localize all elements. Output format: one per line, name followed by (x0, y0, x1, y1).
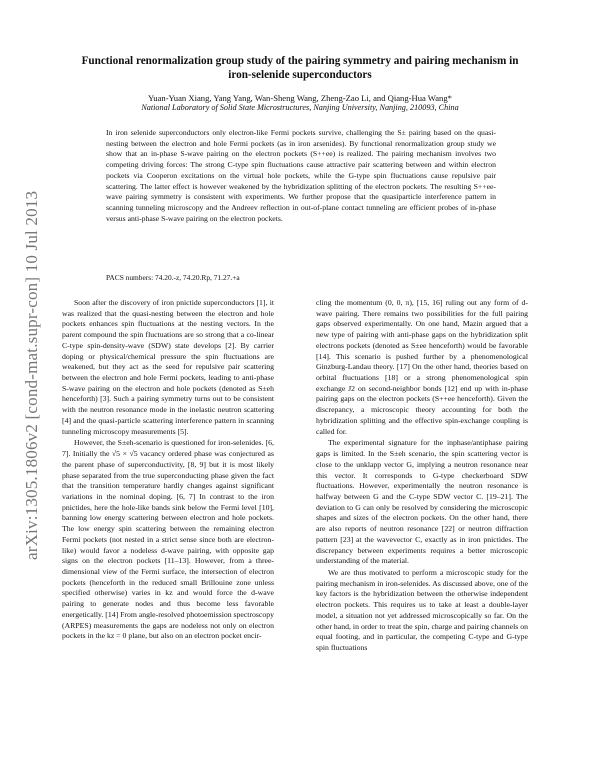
pacs-numbers: PACS numbers: 74.20.-z, 74.20.Rp, 71.27.+a (106, 273, 240, 282)
paragraph: Soon after the discovery of iron pnictide superconductors [1], it was realized that the quasi-nesting between the electron and hole pockets enhances spin fluctuations at the nesting vectors. In the parent compound the spin fluctuations are so strong that a co-linear C-type spin-density-wave (SDW) state develops [2]. By carrier doping or physical/chemical pressure the spin fluctuations are weakened, but they act as the seed for repulsive pair scattering between the electron and hole Fermi pockets, leading to anti-phase S-wave pairing on the electron and hole pockets (denoted as S±eh henceforth) [3]. Such a pairing symmetry turns out to be consistent with the neutron resonance mode in the inelastic neutron scattering [4] and the quasi-particle scattering interference pattern in scanning tunneling microscopy measurements [5]. (62, 298, 274, 436)
paragraph: The experimental signature for the inphase/antiphase pairing gaps is limited. In the S±eh scenario, the spin scattering vector is close to the unklapp vector G, implying a neutron resonance near this vector. It corresponds to G-type checkerboard SDW fluctuations. However, experimentally the neutron resonance is halfway between G and the C-type SDW vector C. [19–21]. The deviation to G can only be resolved by considering the microscopic shapes and sizes of the electron pockets. On the other hand, there are also reports of neutron resonance [22] or neutron diffraction pattern [23] at the wavevector C, exactly as in iron pnictides. The discrepancy between experiments requires a better microscopic understanding of the material. (316, 438, 528, 566)
arxiv-identifier: arXiv:1305.1806v2 [cond-mat.supr-con] 10 Jul 2013 (22, 190, 41, 560)
paper-title: Functional renormalization group study of the pairing symmetry and pairing mechanism in iron-selenide superconductors (81, 55, 519, 81)
paragraph: However, the S±eh-scenario is questioned for iron-selenides. [6, 7]. Initially the √5 × √5 vacancy ordered phase was conjectured as the parent phase of superconductivity, [8, 9] but it is most likely phase separated from the true superconducting phase given the fact that the transition temperature hardly changes against significant variations in the nominal doping. [6, 7] In contrast to the iron pnictides, here the hole-like bands sink below the Fermi level [10], banning low energy scattering between electron and hole pockets. The low energy spin scattering between the remaining electron Fermi pockets (not nested in a strict sense since both are electron-like) would favor a nodeless d-wave pairing, with opposite gap signs on the electron pockets [11–13]. However, from a three-dimensional view of the Fermi surface, the intersection of electron pockets (henceforth in the reduced small Brillouine zone unless specified otherwise) varies in kz and would force the d-wave pairing to generate nodes and thus become less favorable energetically. [14] From angle-resolved photoemission spectroscopy (ARPES) measurements the gaps are nodeless not only on electron pockets in the kz = 0 plane, but also on an electron pocket encir- (62, 438, 274, 641)
right-column (316, 298, 528, 654)
paragraph: cling the momentum (0, 0, π), [15, 16] ruling out any form of d-wave pairing. There remains two possibilities for the full pairing gaps observed experimentally. On one hand, Mazin argued that a new type of pairing with anti-phase gaps on the hybridization split electrons pockets (denoted as S±ee henceforth) would be favorable [14]. This scenario is pushed further by a phenomenological Ginzburg-Landau theory. [17] On the other hand, theories based on orbital fluctuations [18] or a strong phenomenological spin exchange J2 on second-neighbor bonds [12] end up with in-phase pairing gaps on the electron pockets (S++ee henceforth). Given the discrepancy, a microscopic theory accounting for both the hybridization splitting and the effective spin-exchange coupling is called for. (316, 298, 528, 436)
abstract: In iron selenide superconductors only electron-like Fermi pockets survive, challenging the S± pairing based on the quasi-nesting between the electron and hole Fermi pockets (as in iron arsenides). By functional renormalization group study we show that an in-phase S-wave pairing on the electron pockets (S++ee) is realized. The pairing mechanism involves two competing driving forces: The strong C-type spin fluctuations cause attractive pair scattering between and within electron pockets via Cooperon excitations on the virtual hole pockets, while the G-type spin fluctuations cause repulsive pair scattering. The latter effect is however weakened by the hybridization splitting of the electron pockets. The resulting S++ee-wave pairing symmetry is consistent with experiments. We further propose that the quasiparticle interference pattern in scanning tunneling microscopy and the Andreev reflection in out-of-plane contact tunneling are efficient probes of in-phase versus anti-phase S-wave pairing on the electron pockets. (106, 128, 496, 223)
author-list: Yuan-Yuan Xiang, Yang Yang, Wan-Sheng Wang, Zheng-Zao Li, and Qiang-Hua Wang* (148, 93, 452, 103)
affiliation: National Laboratory of Solid State Microstructures, Nanjing University, Nanjing, 210093, China (141, 103, 459, 112)
left-column (62, 298, 274, 642)
paragraph: We are thus motivated to perform a microscopic study for the pairing mechanism in iron-selenides. As discussed above, one of the key factors is the hybridization between the otherwise independent electron pockets. This requires us to take at least a double-layer model, a situation not yet addressed microscopically so far. On the other hand, in order to treat the spin, charge and pairing channels on equal footing, and in particular, the competing C-type and G-type spin fluctuations (316, 567, 528, 652)
